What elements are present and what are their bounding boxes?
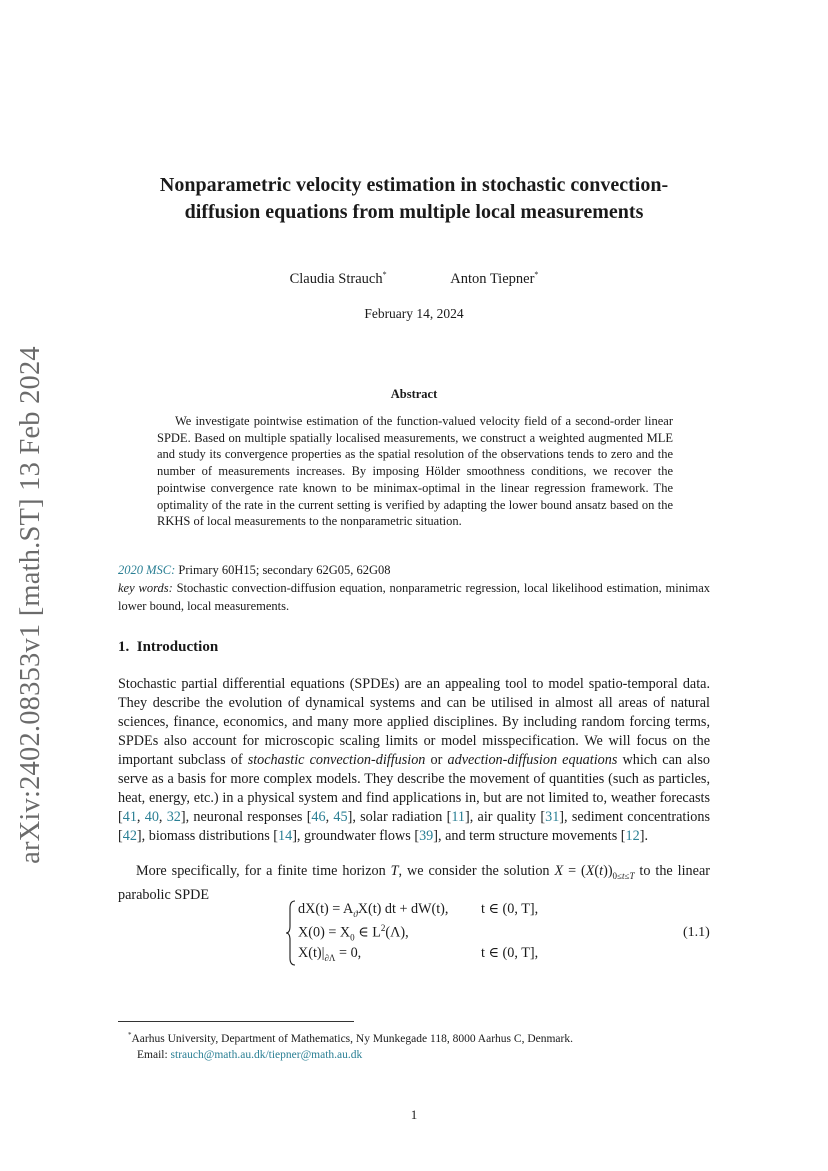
citation-42[interactable]: 42 — [122, 828, 137, 844]
msc-label[interactable]: 2020 MSC: — [118, 563, 176, 577]
keywords — [118, 580, 710, 615]
footnote-rule — [118, 1021, 354, 1022]
arxiv-sidebar-stamp — [2, 346, 60, 864]
left-brace — [285, 900, 297, 966]
author-list — [0, 270, 828, 288]
keywords-text: Stochastic convection-diffusion equation, nonparametric regression, local likelihood estimation, minimax lower bound, local measurements. — [118, 581, 710, 613]
section-number: 1. — [118, 639, 130, 655]
section-title: Introduction — [136, 639, 219, 655]
equation-1-1 — [285, 900, 585, 966]
section-heading — [118, 639, 218, 656]
emphasis-convection-diffusion: stochastic convection-diffusion — [247, 752, 426, 768]
keywords-label: key words: — [118, 581, 173, 595]
citation-32[interactable]: 32 — [166, 809, 181, 825]
equation-condition-3: t ∈ (0, T], — [481, 945, 539, 961]
intro-paragraph-2: More specifically, for a finite time horizon T, we consider the solution $X = (X(t))_{0\le t\le T}$ to the linear parabolic SPDE — [118, 863, 710, 903]
author-1: Claudia Strauch* — [289, 270, 387, 287]
citation-12[interactable]: 12 — [625, 828, 640, 844]
paper-title: Nonparametric velocity estimation in stochastic convection-diffusion equations from multiple local measurements — [159, 174, 669, 223]
intro-paragraph-1: Stochastic partial differential equations (SPDEs) are an appealing tool to model spatio-temporal data. They describe the evolution of dynamical systems and can be utilised in almost all areas of natural sciences, finance, economics, and many more applied disciplines. By including random forcing terms, SPDEs also account for microscopic scaling limits or model misspecification. We will focus on the important subclass of stochastic convection-diffusion or advection-diffusion equations which can also serve as a basis for more complex models. They describe the movement of quantities (such as particles, heat, energy, etc.) in a physical system and find applications in, but are not limited to, weather forecasts [41, 40, 32], neuronal responses [46, 45], solar radiation [11], air quality [31], sediment concentrations [42], biomass distributions [14], groundwater flows [39], and term structure movements [12]. — [118, 676, 711, 844]
msc-classification — [118, 562, 710, 579]
email-link[interactable]: strauch@math.au.dk/tiepner@math.au.dk — [170, 1049, 363, 1061]
equation-line-1: $dX(t) = A_ϑX(t)$ dt + dW(t), — [298, 901, 449, 919]
author-2: Anton Tiepner* — [450, 270, 539, 287]
citation-39[interactable]: 39 — [419, 828, 434, 844]
equation-condition-1: t ∈ (0, T], — [481, 901, 539, 917]
citation-45[interactable]: 45 — [333, 809, 348, 825]
equation-line-2: $X(0) = X_0$ ∈ $L^2(\Lambda)$, — [298, 923, 409, 943]
footnote-affiliation: *Aarhus University, Department of Mathematics, Ny Munkegade 118, 8000 Aarhus C, Denmark. — [128, 1031, 573, 1045]
publication-date: February 14, 2024 — [364, 306, 464, 321]
equation-number: (1.1) — [683, 925, 710, 940]
page-number: 1 — [410, 1107, 418, 1122]
citation-46[interactable]: 46 — [311, 809, 326, 825]
citation-14[interactable]: 14 — [278, 828, 293, 844]
citation-31[interactable]: 31 — [545, 809, 560, 825]
equation-line-3: $X(t)|_{\partial\Lambda} = 0$, — [298, 945, 362, 963]
citation-11[interactable]: 11 — [451, 809, 465, 825]
emphasis-advection-diffusion: advection-diffusion equations — [447, 752, 618, 768]
arxiv-identifier: arXiv:2402.08353v1 [math.ST] 13 Feb 2024 — [15, 346, 47, 864]
citation-40[interactable]: 40 — [144, 809, 159, 825]
abstract-heading: Abstract — [390, 387, 438, 401]
footnote-email: Email: strauch@math.au.dk/tiepner@math.au.dk — [137, 1049, 363, 1061]
msc-codes: Primary 60H15; secondary 62G05, 62G08 — [175, 563, 391, 577]
footnote — [128, 1027, 688, 1063]
citation-41[interactable]: 41 — [122, 809, 137, 825]
abstract-text: We investigate pointwise estimation of the function-valued velocity field of a second-order linear SPDE. Based on multiple spatially localised measurements, we construct a weighted augmented MLE and study its convergence properties as the spatial resolution of the observations tends to zero and the number of measurements increases. By imposing Hölder smoothness conditions, we recover the pointwise convergence rate known to be minimax-optimal in the linear regression framework. The optimality of the rate in the current setting is verified by adapting the lower bound ansatz based on the RKHS of local measurements to the nonparametric situation. — [157, 414, 673, 529]
